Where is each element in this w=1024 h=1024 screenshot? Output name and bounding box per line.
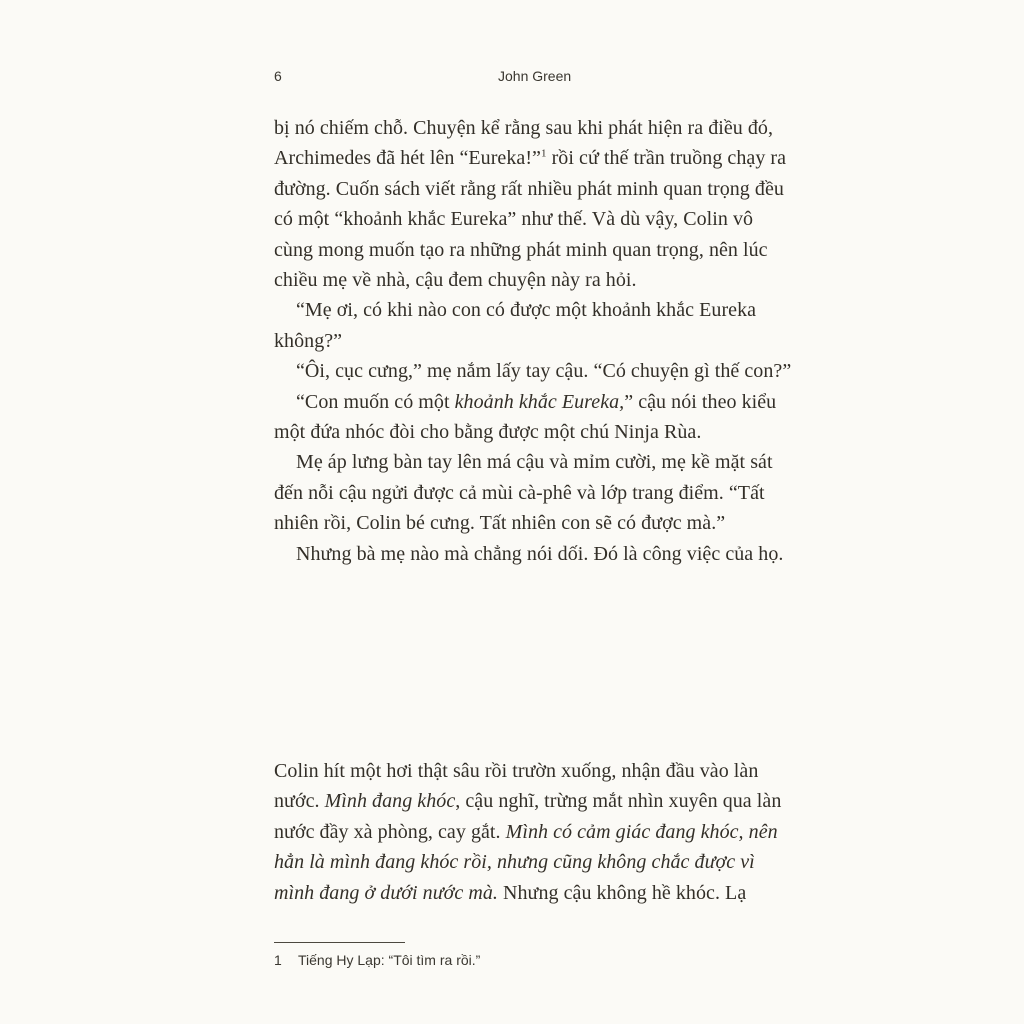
paragraph-archimedes-part-b: rồi cứ thế trần truồng chạy ra đường. Cuốn sách viết rằng rất nhiều phát minh quan trọng đều có một “khoảnh khắc Eureka” như thế. Và dù vậy, Colin vô cùng mong muốn tạo ra những phát minh quan trọng, nên lúc chiều mẹ về nhà, cậu đem chuyện này ra hỏi. xyxy=(274,147,787,292)
page-number: 6 xyxy=(274,68,282,84)
paragraph-mothers-lie: Nhưng bà mẹ nào mà chẳng nói dối. Đó là công việc của họ. xyxy=(296,542,784,565)
paragraph-mother-reply: “Ôi, cục cưng,” mẹ nắm lấy tay cậu. “Có chuyện gì thế con?” xyxy=(296,360,792,383)
running-head xyxy=(274,68,834,90)
footnote-number: 1 xyxy=(274,952,282,968)
footnote-reference: 1 xyxy=(540,147,547,160)
paragraph-eureka-wish-part-b: ” cậu nói theo kiểu một đứa nhóc đòi cho bằng được một chú Ninja Rùa. xyxy=(274,390,777,444)
paragraph-eureka-wish-part-a: “Con muốn có một xyxy=(296,390,455,413)
body-text-section-two xyxy=(274,756,794,908)
paragraph-bath-part-b: , cậu nghĩ, trừng mắt nhìn xuyên qua làn nước đầy xà phòng, cay gắt. xyxy=(274,790,782,843)
paragraph-eureka-wish xyxy=(274,387,794,448)
footnote-divider xyxy=(274,942,405,943)
footnote-text: Tiếng Hy Lạp: “Tôi tìm ra rồi.” xyxy=(298,952,481,968)
book-author: John Green xyxy=(498,68,572,84)
footnote xyxy=(274,952,480,968)
paragraph-bath-italic-one: Mình đang khóc xyxy=(324,790,456,813)
body-text-section-one xyxy=(274,113,794,569)
paragraph-bath-part-c: Nhưng cậu không hề khóc. Lạ xyxy=(497,881,747,904)
paragraph-mother-smile: Mẹ áp lưng bàn tay lên má cậu và mỉm cười, mẹ kề mặt sát đến nỗi cậu ngửi được cả mùi cà-phê và lớp trang điểm. “Tất nhiên rồi, Colin bé cưng. Tất nhiên con sẽ có được mà.” xyxy=(274,451,773,535)
paragraph-bath-part-a: Colin hít một hơi thật sâu rồi trườn xuống, nhận đầu vào làn nước. xyxy=(274,760,759,813)
paragraph-archimedes xyxy=(274,113,794,295)
paragraph-bath-italic-two: Mình có cảm giác đang khóc, nên hẳn là mình đang khóc rồi, nhưng cũng không chắc được vì mình đang ở dưới nước mà. xyxy=(274,820,778,904)
paragraph-question: “Mẹ ơi, có khi nào con có được một khoảnh khắc Eureka không?” xyxy=(274,299,757,352)
paragraph-archimedes-part-a: bị nó chiếm chỗ. Chuyện kể rằng sau khi phát hiện ra điều đó, Archimedes đã hét lên “Eureka!” xyxy=(274,117,774,170)
paragraph-bath xyxy=(274,756,794,908)
paragraph-eureka-wish-italic: khoảnh khắc Eureka, xyxy=(454,390,625,413)
